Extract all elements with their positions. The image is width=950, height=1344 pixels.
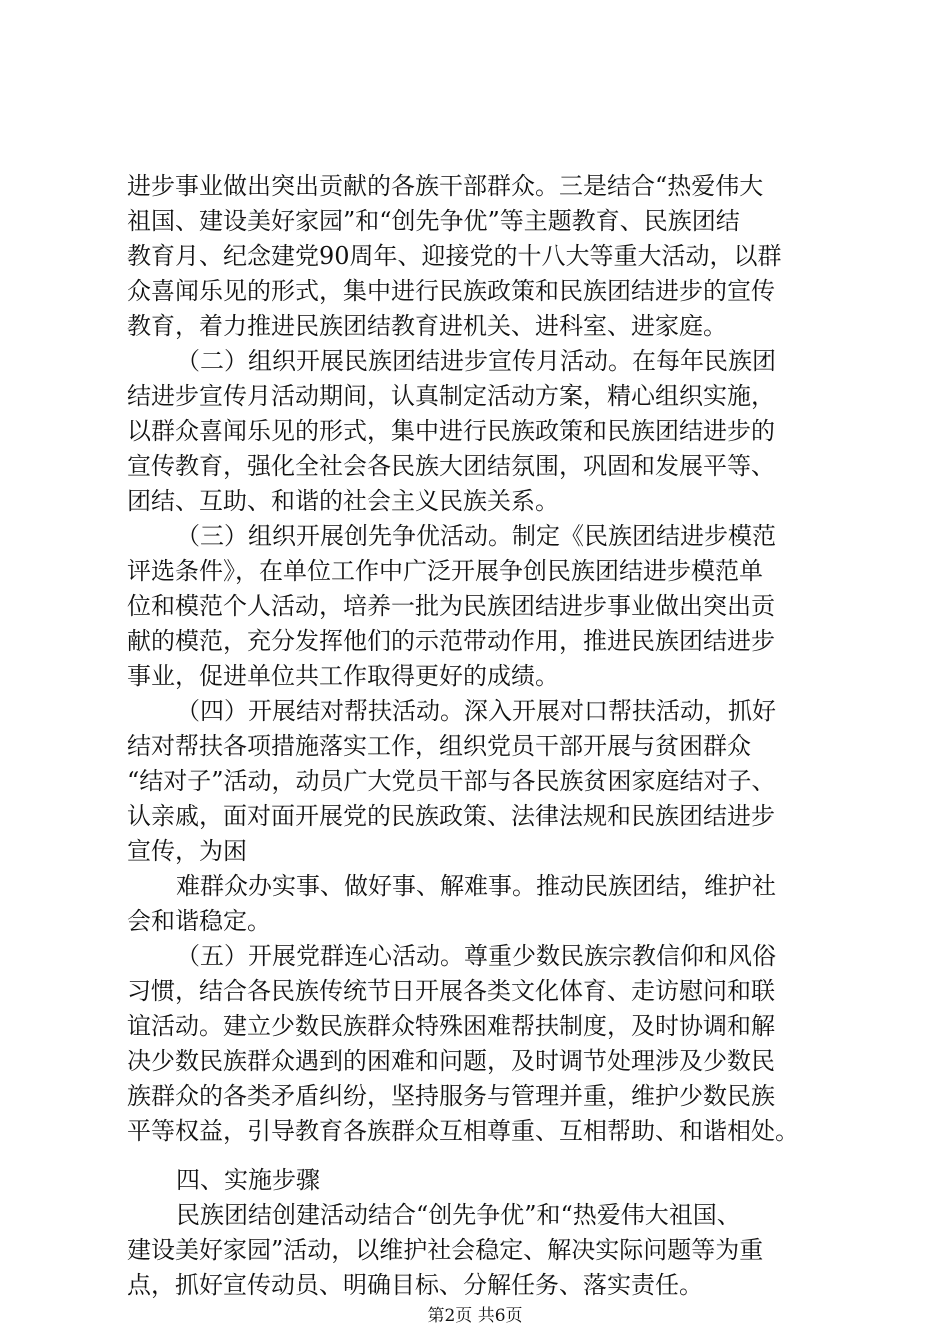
text-line: 祖国、建设美好家园”和“创先争优”等主题教育、民族团结 xyxy=(127,207,740,235)
text-line: 结对帮扶各项措施落实工作，组织党员干部开展与贫困群众 xyxy=(127,732,751,760)
paragraph-heading-2: （二）组织开展民族团结进步宣传月活动。在每年民族团 xyxy=(176,347,776,375)
text-line: 会和谐稳定。 xyxy=(127,907,271,935)
text-line: 位和模范个人活动，培养一批为民族团结进步事业做出突出贡 xyxy=(127,592,775,620)
text-line: 评选条件》，在单位工作中广泛开展争创民族团结进步模范单 xyxy=(127,557,763,585)
section-heading: 四、实施步骤 xyxy=(176,1166,320,1194)
text-line: 平等权益，引导教育各族群众互相尊重、互相帮助、和谐相处。 xyxy=(127,1117,799,1145)
text-line: 众喜闻乐见的形式，集中进行民族政策和民族团结进步的宣传 xyxy=(127,277,775,305)
text-line: 进步事业做出突出贡献的各族干部群众。三是结合“热爱伟大 xyxy=(127,172,764,200)
text-line: 谊活动。建立少数民族群众特殊困难帮扶制度，及时协调和解 xyxy=(127,1012,775,1040)
page-footer: 第2页 共6页 xyxy=(427,1306,523,1326)
text-line: 族群众的各类矛盾纠纷，坚持服务与管理并重，维护少数民族 xyxy=(127,1082,775,1110)
text-line: 认亲戚，面对面开展党的民族政策、法律法规和民族团结进步 xyxy=(127,802,775,830)
paragraph-heading-3: （三）组织开展创先争优活动。制定《民族团结进步模范 xyxy=(176,522,776,550)
text-line: 教育月、纪念建党90周年、迎接党的十八大等重大活动，以群 xyxy=(127,242,782,270)
text-line: 宣传，为困 xyxy=(127,837,247,865)
text-line: 点，抓好宣传动员、明确目标、分解任务、落实责任。 xyxy=(127,1271,703,1299)
text-line: 建设美好家园”活动，以维护社会稳定、解决实际问题等为重 xyxy=(127,1236,764,1264)
text-line: 团结、互助、和谐的社会主义民族关系。 xyxy=(127,487,559,515)
text-line: 宣传教育，强化全社会各民族大团结氛围，巩固和发展平等、 xyxy=(127,452,775,480)
paragraph-heading-4: （四）开展结对帮扶活动。深入开展对口帮扶活动，抓好 xyxy=(176,697,776,725)
text-line: 难群众办实事、做好事、解难事。推动民族团结，维护社 xyxy=(176,872,776,900)
text-line: 结进步宣传月活动期间，认真制定活动方案，精心组织实施， xyxy=(127,382,775,410)
text-line: 以群众喜闻乐见的形式，集中进行民族政策和民族团结进步的 xyxy=(127,417,775,445)
text-line: 教育，着力推进民族团结教育进机关、进科室、进家庭。 xyxy=(127,312,727,340)
text-line: 献的模范，充分发挥他们的示范带动作用，推进民族团结进步 xyxy=(127,627,775,655)
paragraph-heading-5: （五）开展党群连心活动。尊重少数民族宗教信仰和风俗 xyxy=(176,942,776,970)
text-line: 决少数民族群众遇到的困难和问题，及时调节处理涉及少数民 xyxy=(127,1047,775,1075)
text-line: “结对子”活动，动员广大党员干部与各民族贫困家庭结对子、 xyxy=(127,767,776,795)
text-line: 事业，促进单位共工作取得更好的成绩。 xyxy=(127,662,559,690)
text-line: 习惯，结合各民族传统节日开展各类文化体育、走访慰问和联 xyxy=(127,977,775,1005)
text-line: 民族团结创建活动结合“创先争优”和“热爱伟大祖国、 xyxy=(176,1201,741,1229)
